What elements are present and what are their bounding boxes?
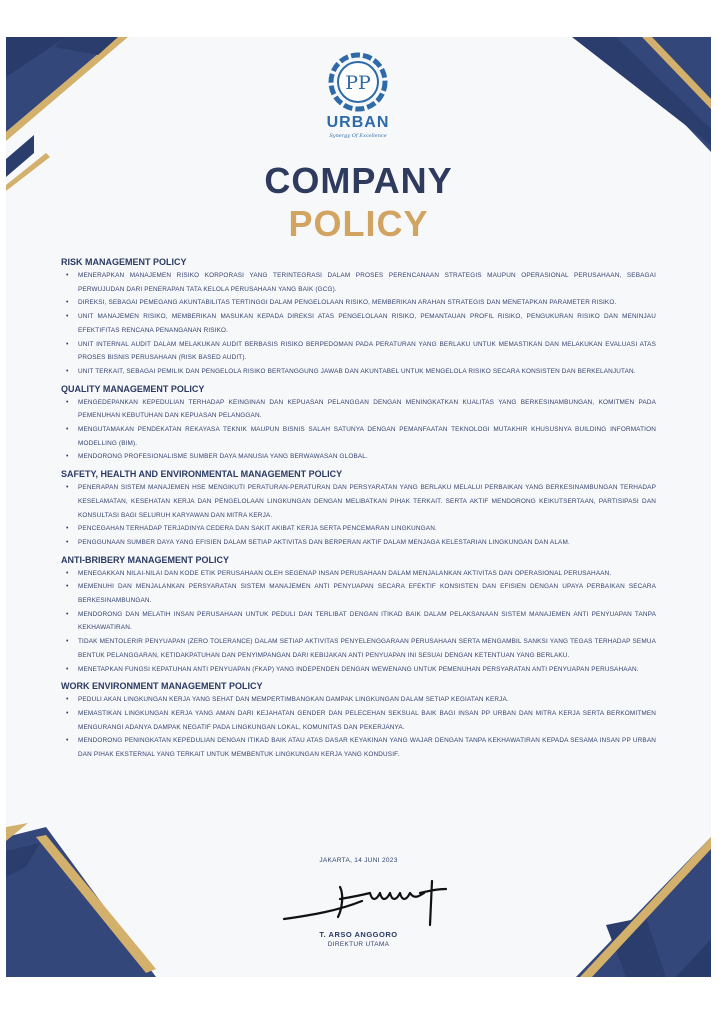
title-policy: POLICY — [288, 203, 429, 244]
section-title: ANTI-BRIBERY MANAGEMENT POLICY — [61, 554, 230, 565]
section-risk-management — [61, 256, 656, 379]
section-work-environment — [61, 680, 656, 762]
list-item: • PEDULI AKAN LINGKUNGAN KERJA YANG SEHAT DAN MEMPERTIMBANGKAN DAMPAK LINGKUNGAN DALAM SETIAP KEGIATAN KERJA. — [78, 693, 656, 707]
section-title: RISK MANAGEMENT POLICY — [61, 257, 187, 267]
list-item: • UNIT INTERNAL AUDIT DALAM MELAKUKAN AUDIT BERBASIS RISIKO BERPEDOMAN PADA PERATURAN YANG BERLAKU UNTUK MEMASTIKAN DAN MELAKUKAN EVALUASI ATAS PROSES BISNIS PERUSAHAAN (RISK BASED AUDIT). — [78, 338, 656, 365]
list-item: • MEMENUHI DAN MENJALANKAN PERSYARATAN SISTEM MANAJEMEN ANTI PENYUAPAN SECARA EFEKTIF KONSISTEN DAN EFISIEN DENGAN UPAYA PERBAIKAN SECARA BERKESINAMBUNGAN. — [78, 580, 656, 607]
section-title: WORK ENVIRONMENT MANAGEMENT POLICY — [61, 681, 263, 692]
list-item: • MEMASTIKAN LINGKUNGAN KERJA YANG AMAN DARI KEJAHATAN GENDER DAN PELECEHAN SEKSUAL BAIK BAGI INSAN PP URBAN DAN MITRA KERJA SERTA BERKOMITMEN MENGURANGI ADANYA DAMPAK NEGATIF PADA LINGKUNGAN LOKAL, KOMUNITAS DAN PEKERJANYA. — [78, 707, 656, 734]
logo-monogram: PP — [345, 72, 371, 94]
bullet-list — [61, 396, 656, 465]
handwritten-signature — [282, 875, 462, 931]
bullet-list — [61, 269, 656, 379]
title-company: COMPANY — [264, 160, 453, 201]
list-item: • UNIT TERKAIT, SEBAGAI PEMILIK DAN PENGELOLA RISIKO BERTANGGUNG JAWAB DAN AKUNTABEL UNTUK MENGELOLA RISIKO SECARA KONSISTEN DAN BERKELANJUTAN. — [78, 365, 656, 379]
section-title: SAFETY, HEALTH AND ENVIRONMENTAL MANAGEMENT POLICY — [61, 469, 343, 480]
bullet-list — [61, 693, 656, 762]
logo-tagline: Synergy Of Excellence — [329, 133, 387, 139]
list-item: • MENDORONG PROFESIONALISME SUMBER DAYA MANUSIA YANG BERWAWASAN GLOBAL. — [78, 450, 656, 464]
pp-logo-icon — [327, 51, 389, 113]
section-she-management — [61, 468, 656, 550]
policy-document — [6, 37, 711, 977]
bullet-list — [61, 567, 656, 677]
list-item: • PENERAPAN SISTEM MANAJEMEN HSE MENGIKUTI PERATURAN-PERATURAN DAN PERSYARATAN YANG BERLAKU MELALUI PERBAIKAN YANG BERKESINAMBUNGAN TERHADAP KESELAMATAN, KESEHATAN KERJA DAN PENGELOLAAN LINGKUNGAN DENGAN MELIBATKAN PIHAK TERKAIT. SERTA AKTIF MENDORONG KEIKUTSERTAAN, PARTISIPASI DAN KONSULTASI BAGI SELURUH KARYAWAN DAN MITRA KERJA. — [78, 481, 656, 522]
list-item: • MENDORONG DAN MELATIH INSAN PERUSAHAAN UNTUK PEDULI DAN TERLIBAT DENGAN ITIKAD BAIK DALAM PELAKSANAAN SISTEM MANAJEMEN ANTI PENYUAPAN TANPA KEKHAWATIRAN. — [78, 608, 656, 635]
list-item: • UNIT MANAJEMEN RISIKO, MEMBERIKAN MASUKAN KEPADA DIREKSI ATAS PENGELOLAAN RISIKO, PEMANTAUAN PROFIL RISIKO, PENGUKURAN RISIKO DAN MENINJAU EFEKTIFITAS RENCANA PENANGANAN RISIKO. — [78, 310, 656, 337]
list-item: • DIREKSI, SEBAGAI PEMEGANG AKUNTABILITAS TERTINGGI DALAM PENGELOLAAN RISIKO, MEMBERIKAN ARAHAN STRATEGIS DAN MENETAPKAN PARAMETER RISIKO. — [78, 296, 656, 310]
section-quality-management — [61, 383, 656, 465]
logo-brand: URBAN — [326, 114, 390, 131]
policy-content — [61, 256, 656, 766]
bullet-list — [61, 481, 656, 550]
list-item: • PENCEGAHAN TERHADAP TERJADINYA CEDERA DAN SAKIT AKIBAT KERJA SERTA PENCEMARAN LINGKUNGAN. — [78, 522, 656, 536]
section-title: QUALITY MANAGEMENT POLICY — [61, 383, 205, 394]
list-item: • PENGGUNAAN SUMBER DAYA YANG EFISIEN DALAM SETIAP AKTIVITAS DAN BERPERAN AKTIF DALAM MENJAGA KELESTARIAN LINGKUNGAN DAN ALAM. — [78, 536, 656, 550]
signer-title: DIREKTUR UTAMA — [327, 941, 390, 948]
signing-date: JAKARTA, 14 JUNI 2023 — [319, 857, 398, 864]
list-item: • MENETAPKAN FUNGSI KEPATUHAN ANTI PENYUAPAN (FKAP) YANG INDEPENDEN DENGAN WEWENANG UNTUK PEMENUHAN PERSYARATAN ANTI PENYUAPAN PERUSAHAAN. — [78, 663, 656, 677]
list-item: • TIDAK MENTOLERIR PENYUAPAN (ZERO TOLERANCE) DALAM SETIAP AKTIVITAS PENYELENGGARAAN PERUSAHAAN SERTA MENGAMBIL SANKSI YANG TEGAS TERHADAP SEMUA BENTUK PELANGGARAN, KETIDAKPATUHAN DAN PENYIMPANGAN DARI KEBIJAKAN ANTI PENYUAPAN INI SESUAI DENGAN KETENTUAN YANG BERLAKU. — [78, 635, 656, 662]
section-anti-bribery — [61, 554, 656, 677]
list-item: • MENERAPKAN MANAJEMEN RISIKO KORPORASI YANG TERINTEGRASI DALAM PROSES PERENCANAAN STRATEGIS MAUPUN OPERASIONAL PERUSAHAAN, SEBAGAI PERWUJUDAN DARI PENERAPAN TATA KELOLA PERUSAHAAN YANG BAIK (GCG). — [78, 269, 656, 296]
company-logo — [318, 51, 398, 139]
signer-name: T. ARSO ANGGORO — [319, 930, 398, 939]
list-item: • MENEGAKKAN NILAI-NILAI DAN KODE ETIK PERUSAHAAN OLEH SEGENAP INSAN PERUSAHAAN DALAM MENJALANKAN AKTIVITAS DAN OPERASIONAL PERUSAHAAN. — [78, 567, 656, 581]
list-item: • MENGEDEPANKAN KEPEDULIAN TERHADAP KEINGINAN DAN KEPUASAN PELANGGAN DENGAN MENINGKATKAN KUALITAS YANG BERKESINAMBUNGAN, KOMITMEN PADA PEMENUHAN KEBUTUHAN DAN KEPUASAN PELANGGAN. — [78, 396, 656, 423]
list-item: • MENDORONG PENINGKATAN KEPEDULIAN DENGAN ITIKAD BAIK ATAU ATAS DASAR KEYAKINAN YANG WAJAR DENGAN TANPA KEKHAWATIRAN KEPADA SESAMA INSAN PP URBAN DAN PIHAK EKSTERNAL YANG TERKAIT UNTUK MEMBENTUK LINGKUNGAN KERJA YANG KONDUSIF. — [78, 734, 656, 761]
list-item: • MENGUTAMAKAN PENDEKATAN REKAYASA TEKNIK MAUPUN BISNIS SALAH SATUNYA DENGAN PEMANFAATAN TEKNOLOGI MUTAKHIR KHUSUSNYA BUILDING INFORMATION MODELLING (BIM). — [78, 423, 656, 450]
